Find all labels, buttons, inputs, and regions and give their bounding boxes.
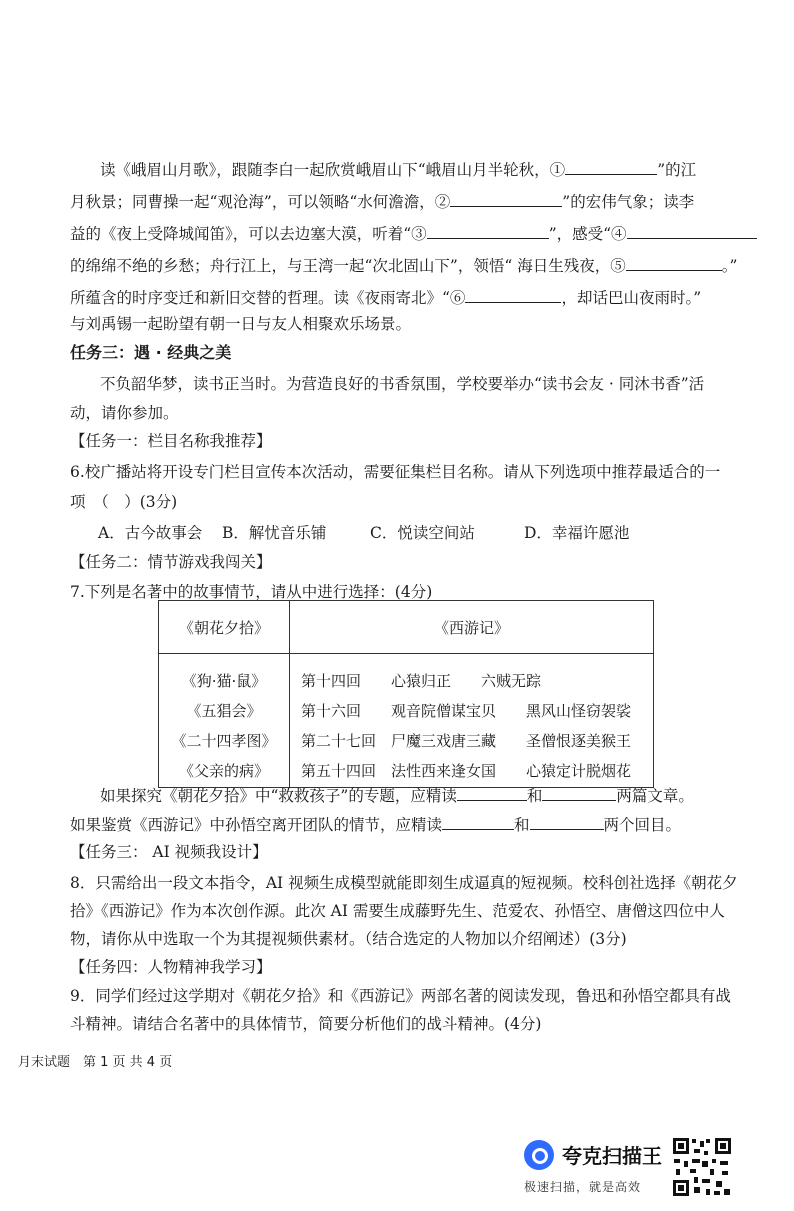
poem-line-2: 月秋景；同曹操一起“观沧海”，可以领略“水何澹澹，② ”的宏伟气象；读李: [70, 190, 694, 212]
poem-line-1: 读《峨眉山月歌》，跟随李白一起欣赏峨眉山下“峨眉山月半轮秋，① ”的江: [100, 158, 696, 180]
q9-line-2: 斗精神。请结合名著中的具体情节，简要分析他们的战斗精神。(4分): [70, 1015, 542, 1033]
blank-5[interactable]: [626, 254, 722, 271]
blank-7d[interactable]: [530, 813, 604, 830]
q8-line-3: 物，请你从中选取一个为其提视频供素材。（结合选定的人物加以介绍阐述）(3分): [70, 930, 627, 948]
blank-6[interactable]: [465, 286, 561, 303]
table-right-item: 第二十七回 尸魔三戏唐三藏 圣僧恨逐美猴王: [301, 732, 632, 750]
table-right-column: [290, 654, 654, 788]
table-head-left: 《朝花夕拾》: [159, 601, 290, 654]
table-left-item: 《五猖会》: [186, 702, 262, 720]
table-right-item: 第十六回 观音院僧谋宝贝 黑风山怪窃袈裟: [301, 702, 632, 720]
table-left-item: 《狗·猫·鼠》: [181, 672, 267, 690]
scanner-logo-icon: [524, 1140, 554, 1170]
blank-1[interactable]: [565, 158, 657, 175]
q9-line-1: 9．同学们经过这学期对《朝花夕拾》和《西游记》两部名著的阅读发现，鲁迅和孙悟空都具有战: [70, 987, 731, 1005]
subtask4-title: 【任务四：人物精神我学习】: [70, 958, 272, 976]
blank-4[interactable]: [627, 222, 757, 239]
poem-line-6: 与刘禹锡一起盼望有朝一日与友人相聚欢乐场景。: [70, 315, 412, 333]
qr-code-icon: [672, 1137, 732, 1197]
task3-intro-2: 动，请你参加。: [70, 404, 179, 422]
table-left-item: 《二十四孝图》: [171, 732, 277, 750]
table-head-right: 《西游记》: [290, 601, 654, 654]
task3-heading: 任务三：遇 · 经典之美: [70, 343, 232, 362]
poem-line-3: 益的《夜上受降城闻笛》，可以去边塞大漠，听着“③ ”，感受“④: [70, 222, 757, 244]
option-c[interactable]: C．悦读空间站: [370, 524, 475, 542]
option-a[interactable]: A．古今故事会: [98, 524, 203, 542]
reading-table: [158, 600, 654, 788]
page-footer: 月末试题 第 1 页 共 4 页: [18, 1055, 173, 1070]
subtask2-title: 【任务二：情节游戏我闯关】: [70, 553, 272, 571]
poem-line-5: 所蕴含的时序变迁和新旧交替的哲理。读《夜雨寄北》“⑥ ，却话巴山夜雨时。”: [70, 286, 701, 308]
poem-line-4: 的绵绵不绝的乡愁；舟行江上，与王湾一起“次北固山下”，领悟“ 海日生残夜，⑤ 。”: [70, 254, 737, 276]
option-d[interactable]: D．幸福许愿池: [524, 524, 630, 542]
subtask3-title: 【任务三： AI 视频我设计】: [70, 843, 268, 861]
option-b[interactable]: B．解忧音乐铺: [222, 524, 327, 542]
q7-prompt: 7.下列是名著中的故事情节，请从中进行选择：(4分): [70, 583, 433, 601]
q7-fill-2: 如果鉴赏《西游记》中孙悟空离开团队的情节，应精读 和 两个回目。: [70, 813, 681, 835]
q7-fill-1: 如果探究《朝花夕拾》中“救救孩子”的专题，应精读 和 两篇文章。: [100, 784, 694, 806]
q8-line-2: 拾》《西游记》作为本次创作源。此次 AI 需要生成藤野先生、范爱农、孙悟空、唐僧这四位中人: [70, 902, 725, 920]
brand-slogan: 极速扫描，就是高效: [524, 1180, 642, 1194]
subtask1-title: 【任务一：栏目名称我推荐】: [70, 432, 272, 450]
table-left-item: 《父亲的病》: [178, 762, 269, 780]
q6-line-2: 项 （ ）(3分): [70, 493, 178, 511]
blank-7c[interactable]: [442, 813, 514, 830]
blank-2[interactable]: [450, 190, 562, 207]
q8-line-1: 8．只需给出一段文本指令，AI 视频生成模型就能即刻生成逼真的短视频。校科创社选择《朝花夕: [70, 874, 738, 892]
scanner-brand: [524, 1138, 664, 1198]
blank-7b[interactable]: [542, 784, 616, 801]
table-left-column: [159, 654, 290, 788]
table-right-item: 第十四回 心猿归正 六贼无踪: [301, 672, 542, 690]
task3-intro-1: 不负韶华梦，读书正当时。为营造良好的书香氛围，学校要举办“读书会友 · 同沐书香”活: [100, 375, 705, 393]
table-right-item: 第五十四回 法性西来逢女国 心猿定计脱烟花: [301, 762, 632, 780]
blank-3[interactable]: [427, 222, 549, 239]
blank-7a[interactable]: [457, 784, 527, 801]
q6-line-1: 6.校广播站将开设专门栏目宣传本次活动，需要征集栏目名称。请从下列选项中推荐最适合的一: [70, 463, 721, 481]
brand-name: 夸克扫描王: [562, 1144, 662, 1168]
